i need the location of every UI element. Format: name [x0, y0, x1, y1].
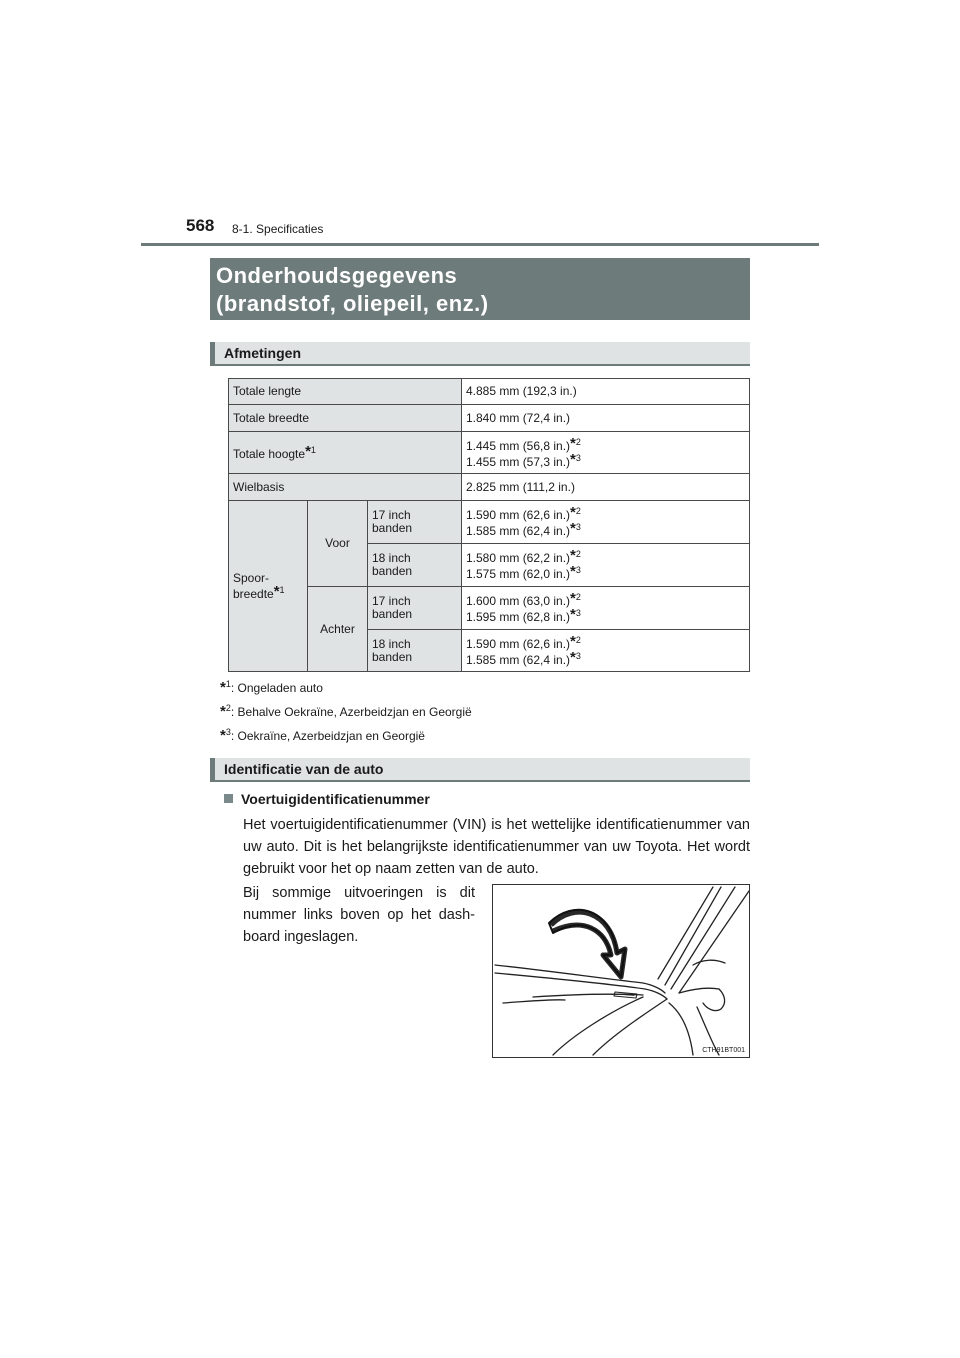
- footnote-text: : Behalve Oekraïne, Azerbeidzjan en Georgië: [230, 705, 472, 719]
- footnote-star: *: [220, 703, 226, 720]
- footnote-star: *: [570, 563, 576, 580]
- title-line-2: (brandstof, oliepeil, enz.): [216, 291, 489, 316]
- value-line: 1.585 mm (62,4 in.): [466, 524, 571, 538]
- tire-size-line: banden: [372, 607, 413, 621]
- tire-size-line: banden: [372, 564, 413, 578]
- table-row: [229, 379, 750, 405]
- footnote-ref: 3: [575, 650, 581, 661]
- total-width-label: Totale breedte: [229, 405, 462, 432]
- header-divider: [141, 243, 819, 246]
- dimensions-table: [228, 378, 750, 672]
- tire-size-line: 18 inch: [372, 636, 411, 651]
- dashboard-drawing: [493, 885, 749, 1057]
- total-height-label-cell: [229, 432, 462, 474]
- identification-heading: Identificatie van de auto: [210, 758, 750, 782]
- footnote-mark: 3: [225, 727, 231, 737]
- footnotes: [220, 676, 472, 748]
- track-values: [462, 544, 750, 587]
- total-length-label: Totale lengte: [229, 379, 462, 405]
- track-values: [462, 630, 750, 672]
- wheelbase-label: Wielbasis: [229, 474, 462, 501]
- tire-size-line: 17 inch: [372, 508, 411, 522]
- footnote-star: *: [570, 606, 576, 623]
- vin-heading: [224, 791, 430, 807]
- page-title: [210, 258, 750, 320]
- track-label-line-2: breedte: [233, 586, 274, 601]
- footnote-ref: 3: [575, 608, 581, 618]
- footnote-star: *: [570, 434, 576, 452]
- footnote-ref: 3: [575, 565, 581, 575]
- page-number: 568: [186, 216, 215, 235]
- footnote-star: *: [570, 590, 576, 607]
- footnote-ref: 3: [575, 522, 581, 532]
- table-row: [229, 501, 750, 544]
- value-line: 1.575 mm (62,0 in.): [466, 567, 571, 581]
- tire-size-line: 17 inch: [372, 594, 411, 608]
- footnote-star: *: [570, 632, 576, 650]
- tire-size-label: [368, 630, 462, 672]
- footnote-ref: 2: [575, 506, 581, 516]
- vin-location-text: Bij sommige uitvoeringen is dit nummer links boven op het dash-board ingeslagen.: [243, 885, 475, 945]
- dashboard-vin-illustration: [492, 884, 750, 1058]
- footnote-star: *: [220, 727, 226, 744]
- value-line: 1.590 mm (62,6 in.): [466, 508, 571, 522]
- vin-description: Het voertuigidentificatienummer (VIN) is het wettelijke identificatienummer van uw auto. Dit is het belangrijkste identificatienummer van uw Toyota. Het wordt gebruikt voor het op naam zetten van de auto.: [243, 817, 750, 877]
- footnote-star: *: [570, 520, 576, 537]
- title-line-1: Onderhoudsgegevens: [216, 263, 458, 288]
- footnote-ref: 3: [575, 452, 581, 463]
- footnote-ref: 2: [575, 634, 581, 645]
- total-length-value: 4.885 mm (192,3 in.): [462, 379, 750, 405]
- track-values: [462, 587, 750, 630]
- tire-size-line: banden: [372, 649, 413, 664]
- track-values: [462, 501, 750, 544]
- figure-code: CTH91BT001: [702, 1047, 745, 1054]
- footnote: [220, 700, 472, 724]
- tire-size-label: [368, 587, 462, 630]
- wheelbase-value: 2.825 mm (111,2 in.): [462, 474, 750, 501]
- footnote-text: : Oekraïne, Azerbeidzjan en Georgië: [230, 729, 425, 743]
- footnote-ref: 2: [575, 436, 581, 447]
- footnote-mark: 2: [225, 703, 231, 713]
- tire-size-line: 18 inch: [372, 551, 411, 565]
- footnote-star: *: [570, 504, 576, 521]
- tire-size-label: [368, 544, 462, 587]
- value-line: 1.590 mm (62,6 in.): [466, 636, 571, 651]
- footnote-ref: 1: [279, 584, 285, 595]
- tire-size-label: [368, 501, 462, 544]
- footnote-star: *: [220, 679, 226, 696]
- footnote-ref: 1: [310, 444, 316, 455]
- value-line: 1.580 mm (62,2 in.): [466, 551, 571, 565]
- footnote-star: *: [570, 648, 576, 666]
- dimensions-heading: Afmetingen: [210, 342, 750, 366]
- front-label: Voor: [308, 501, 368, 587]
- footnote-star: *: [570, 450, 576, 468]
- value-line: 1.600 mm (63,0 in.): [466, 594, 571, 608]
- value-line: 1.595 mm (62,8 in.): [466, 610, 571, 624]
- table-row: [229, 432, 750, 474]
- value-line: 1.585 mm (62,4 in.): [466, 652, 571, 667]
- footnote: [220, 724, 472, 748]
- total-height-values: [462, 432, 750, 474]
- footnote-star: *: [305, 442, 311, 460]
- total-height-label: Totale hoogte: [233, 446, 306, 461]
- rear-label: Achter: [308, 587, 368, 672]
- footnote-mark: 1: [225, 679, 231, 689]
- table-row: [229, 587, 750, 630]
- footnote-star: *: [273, 582, 280, 600]
- track-label-cell: [229, 501, 308, 672]
- footnote-ref: 2: [575, 592, 581, 602]
- track-label-line-1: Spoor-: [233, 570, 270, 585]
- table-row: [229, 474, 750, 501]
- value-line: 1.445 mm (56,8 in.): [466, 438, 571, 453]
- footnote-star: *: [570, 547, 576, 564]
- tire-size-line: banden: [372, 521, 413, 535]
- footnote: [220, 676, 472, 700]
- footnote-ref: 2: [575, 549, 581, 559]
- section-reference: 8-1. Specificaties: [232, 222, 324, 236]
- footnote-text: : Ongeladen auto: [230, 681, 323, 695]
- table-row: [229, 405, 750, 432]
- bullet-square-icon: [224, 794, 233, 803]
- total-width-value: 1.840 mm (72,4 in.): [462, 405, 750, 432]
- value-line: 1.455 mm (57,3 in.): [466, 454, 571, 469]
- vin-heading-text: Voertuigidentificatienummer: [241, 791, 430, 807]
